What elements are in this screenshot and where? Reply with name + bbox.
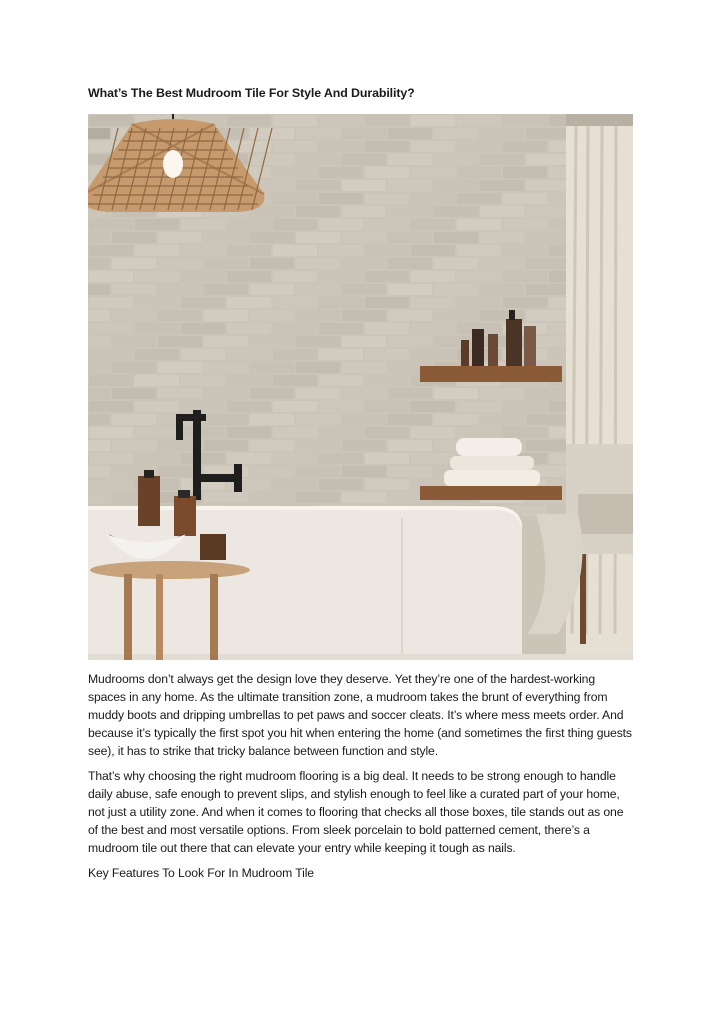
upper-shelf <box>420 366 562 382</box>
paragraph-2: That’s why choosing the right mudroom flooring is a big deal. It needs to be strong enough to handle daily abuse, safe enough to prevent slips, and stylish enough to feel like a curated part of your home, not just a utility zone. And when it comes to flooring that checks all those boxes, tile stands out as one of the best and most versatile options. From sleek porcelain to bold patterned cement, there’s a mudroom tile out there that can elevate your entry while keeping it tough as nails. <box>88 769 624 855</box>
bathroom-photo-illustration <box>88 114 633 660</box>
lower-shelf <box>420 486 562 500</box>
article-heading: What’s The Best Mudroom Tile For Style And Durability? <box>88 86 415 100</box>
flooring-paragraph <box>88 767 636 857</box>
intro-paragraph <box>88 670 636 760</box>
paragraph-3: Key Features To Look For In Mudroom Tile <box>88 866 314 880</box>
key-features-line <box>88 864 636 882</box>
paragraph-1: Mudrooms don’t always get the design love they deserve. Yet they’re one of the hardest-working spaces in any home. As the ultimate transition zone, a mudroom takes the brunt of everything from muddy boots and dripping umbrellas to pet paws and soccer cleats. It’s where mess meets order. And because it’s typically the first spot you hit when entering the home (and sometimes the first thing guests see), it has to strike that tricky balance between function and style. <box>88 672 632 758</box>
bathroom-photo <box>88 114 633 660</box>
